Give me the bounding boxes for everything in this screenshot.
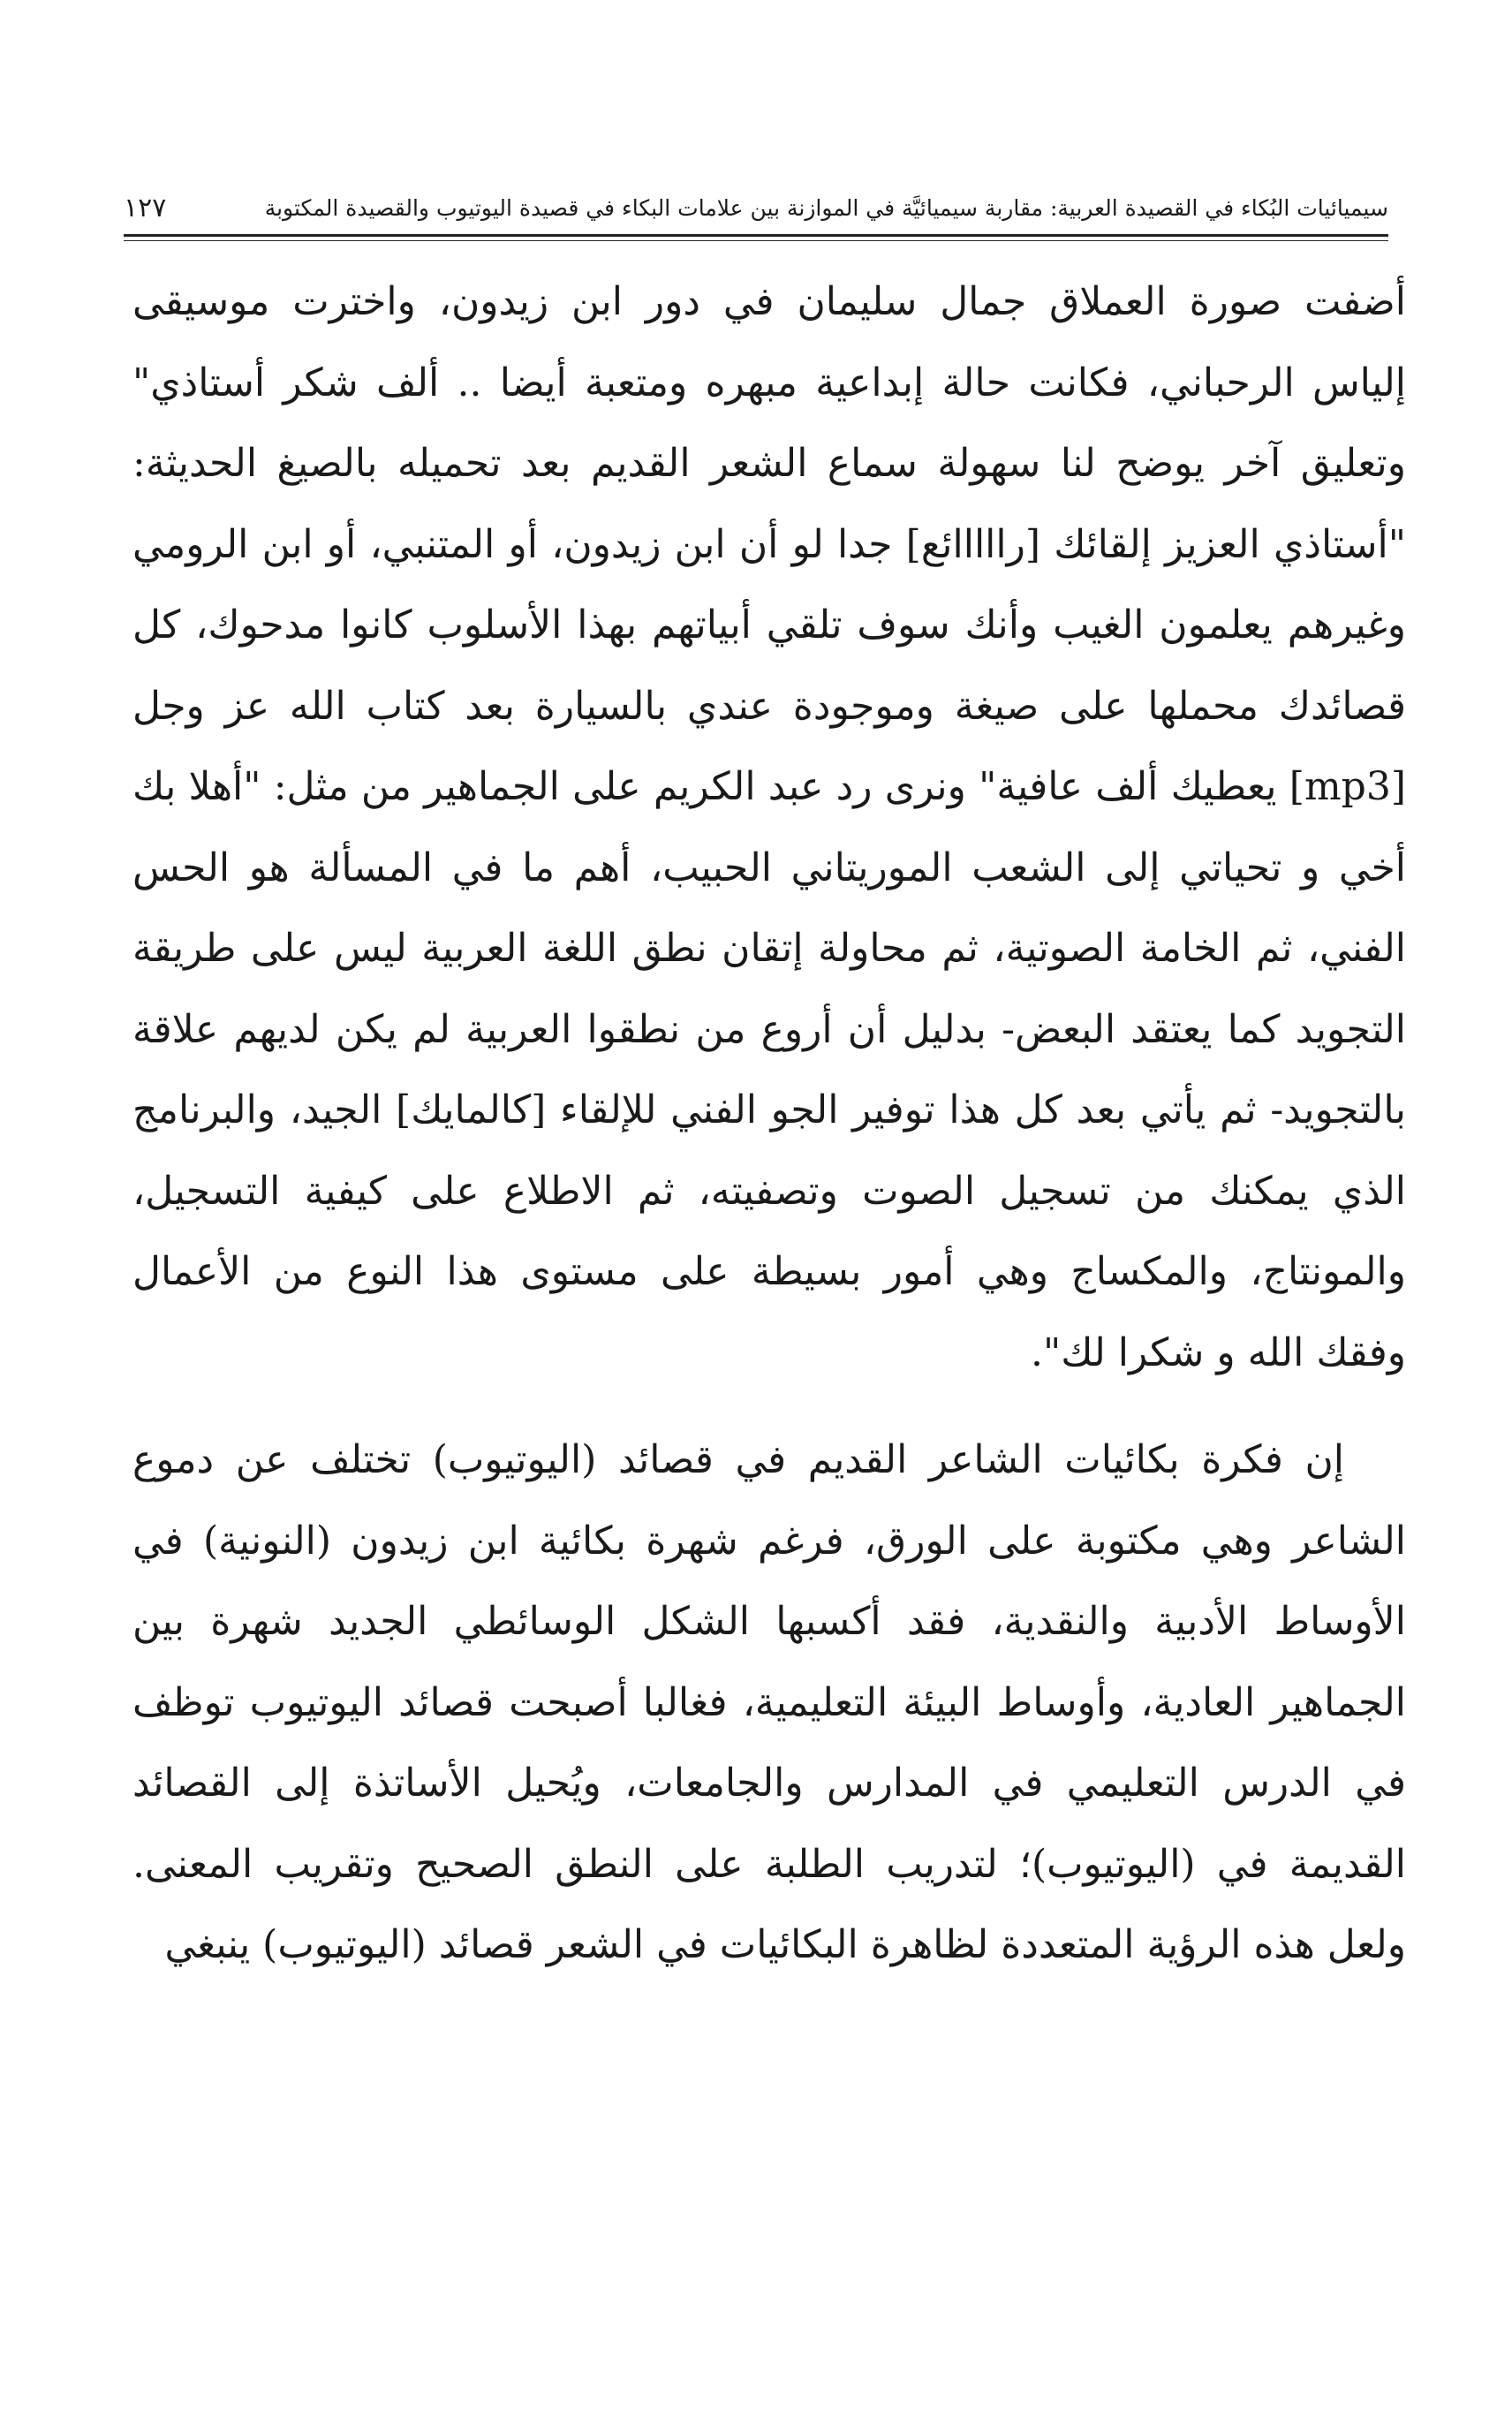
- header-divider: [124, 234, 1388, 237]
- page-number: ١٢٧: [124, 193, 167, 223]
- header-divider-thin: [124, 240, 1388, 241]
- paragraph-2: إن فكرة بكائيات الشاعر القديم في قصائد (اليوتيوب) تختلف عن دموع الشاعر وهي مكتوبة على الورق، فرغم شهرة بكائية ابن زيدون (النونية) في الأوساط الأدبية والنقدية، فقد أكسبها الشكل الوسائطي الجديد شهرة بين الجماهير العادية، وأوساط البيئة التعليمية، فغالبا أصبحت قصائد اليوتيوب توظف في الدرس التعليمي في المدارس والجامعات، ويُحيل الأساتذة إلى القصائد القديمة في (اليوتيوب)؛ لتدريب الطلبة على النطق الصحيح وتقريب المعنى. ولعل هذه الرؤية المتعددة لظاهرة البكائيات في الشعر قصائد (اليوتيوب) ينبغي: [132, 1437, 1406, 1967]
- running-header: [124, 173, 1388, 226]
- running-title: سيميائيات البُكاء في القصيدة العربية: مقاربة سيميائيَّة في الموازنة بين علامات البكاء في قصيدة اليوتيوب والقصيدة المكتوبة: [264, 195, 1388, 221]
- body-text: [132, 261, 1406, 1986]
- paragraph-1: أضفت صورة العملاق جمال سليمان في دور ابن زيدون، واخترت موسيقى إلياس الرحباني، فكانت حالة إبداعية مبهره ومتعبة أيضا .. ألف شكر أستاذي" وتعليق آخر يوضح لنا سهولة سماع الشعر القديم بعد تحميله بالصيغ الحديثة: "أستاذي العزيز إلقائك [رااااائع] جدا لو أن ابن زيدون، أو المتنبي، أو ابن الرومي وغيرهم يعلمون الغيب وأنك سوف تلقي أبياتهم بهذا الأسلوب كانوا مدحوك، كل قصائدك محملها على صيغة وموجودة عندي بالسيارة بعد كتاب الله عز وجل [mp3] يعطيك ألف عافية" ونرى رد عبد الكريم على الجماهير من مثل: "أهلا بك أخي و تحياتي إلى الشعب الموريتاني الحبيب، أهم ما في المسألة هو الحس الفني، ثم الخامة الصوتية، ثم محاولة إتقان نطق اللغة العربية ليس على طريقة التجويد كما يعتقد البعض- بدليل أن أروع من نطقوا العربية لم يكن لديهم علاقة بالتجويد- ثم يأتي بعد كل هذا توفير الجو الفني للإلقاء [كالمايك] الجيد، والبرنامج الذي يمكنك من تسجيل الصوت وتصفيته، ثم الاطلاع على كيفية التسجيل، والمونتاج، والمكساج وهي أمور بسيطة على مستوى هذا النوع من الأعمال وفقك الله و شكرا لك".: [132, 279, 1406, 1375]
